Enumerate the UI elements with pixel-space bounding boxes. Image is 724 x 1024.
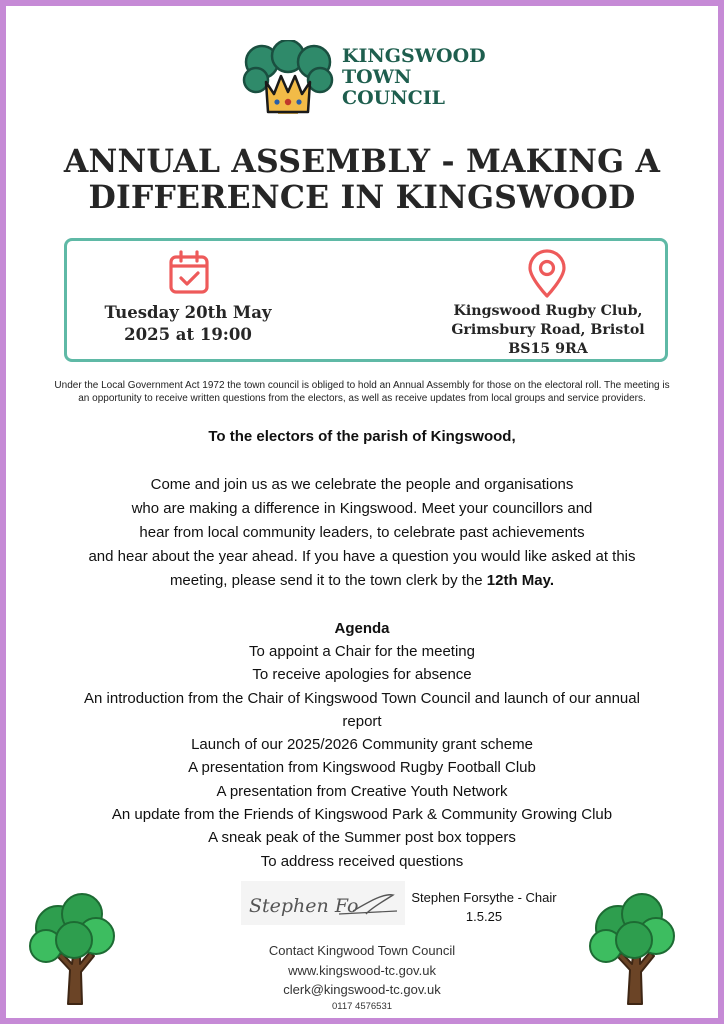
signature-image <box>241 881 405 925</box>
agenda-heading: Agenda <box>334 620 390 637</box>
title-line: ANNUAL ASSEMBLY - MAKING A <box>63 143 661 180</box>
signatory <box>396 888 572 926</box>
event-venue <box>420 302 676 359</box>
agenda-item: Launch of our 2025/2026 Community grant scheme <box>191 736 533 754</box>
venue-line: BS15 9RA <box>508 341 588 357</box>
question-deadline: 12th May. <box>486 572 555 589</box>
intro-line <box>30 569 694 593</box>
legal-notice <box>22 379 702 405</box>
legal-line: Under the Local Government Act 1972 the town council is obliged to hold an Annual Assembly for those on the electoral roll. The meeting is <box>54 380 670 391</box>
agenda-item: To appoint a Chair for the meeting <box>249 643 475 660</box>
agenda-item: An update from the Friends of Kingswood Park & Community Growing Club <box>111 806 613 824</box>
tree-icon <box>584 892 684 1008</box>
signature-text: Stephen Fo <box>249 895 359 917</box>
tree-icon <box>24 892 124 1008</box>
intro-line: Come and join us as we celebrate the people and organisations <box>150 476 574 493</box>
signatory-name: Stephen Forsythe - Chair <box>411 890 557 905</box>
agenda-item: A sneak peak of the Summer post box toppers <box>208 829 516 847</box>
venue-line: Kingswood Rugby Club, <box>453 303 643 319</box>
contact-block <box>212 941 512 1000</box>
calendar-check-icon <box>168 250 210 296</box>
map-pin-icon <box>525 249 569 299</box>
page-title <box>30 144 694 216</box>
date-line: 2025 at 19:00 <box>124 325 252 344</box>
event-date <box>80 302 296 346</box>
date-line: Tuesday 20th May <box>104 303 272 322</box>
council-logo <box>240 40 490 116</box>
intro-line: who are making a difference in Kingswood. Meet your councillors and <box>131 500 593 517</box>
intro-paragraph <box>30 473 694 593</box>
agenda-item: An introduction from the Chair of Kingswood Town Council and launch of our annual <box>84 689 640 707</box>
agenda-item: A presentation from Creative Youth Network <box>216 782 508 800</box>
signature-date: 1.5.25 <box>465 909 503 924</box>
website-link[interactable]: www.kingswood-tc.gov.uk <box>288 962 436 978</box>
logo-wordmark <box>342 46 492 109</box>
agenda-item: To receive apologies for absence <box>252 666 472 684</box>
logo-line: KINGSWOOD <box>342 45 486 67</box>
contact-heading: Contact Kingwood Town Council <box>268 943 456 958</box>
intro-text: meeting, please send it to the town clerk by the <box>169 572 487 589</box>
logo-line: TOWN <box>342 66 412 88</box>
email-link[interactable]: clerk@kingswood-tc.gov.uk <box>283 982 441 997</box>
title-line: DIFFERENCE IN KINGSWOOD <box>88 179 636 216</box>
legal-line: an opportunity to receive written questions from the electors, as well as receive updates from local groups and service providers. <box>78 393 646 404</box>
logo-line: COUNCIL <box>342 87 445 109</box>
agenda-list <box>30 640 694 873</box>
handwritten-signature <box>241 881 405 925</box>
agenda-item: report <box>342 712 382 730</box>
intro-line: and hear about the year ahead. If you have a question you would like asked at this <box>88 548 636 565</box>
phone-number: 0117 4576531 <box>331 1001 393 1012</box>
tree-crown-icon <box>240 40 336 116</box>
intro-line: hear from local community leaders, to celebrate past achievements <box>139 524 585 541</box>
agenda-item: A presentation from Kingswood Rugby Football Club <box>188 759 536 777</box>
greeting: To the electors of the parish of Kingswood, <box>208 428 516 445</box>
agenda-item: To address received questions <box>260 852 464 870</box>
venue-line: Grimsbury Road, Bristol <box>451 322 645 338</box>
